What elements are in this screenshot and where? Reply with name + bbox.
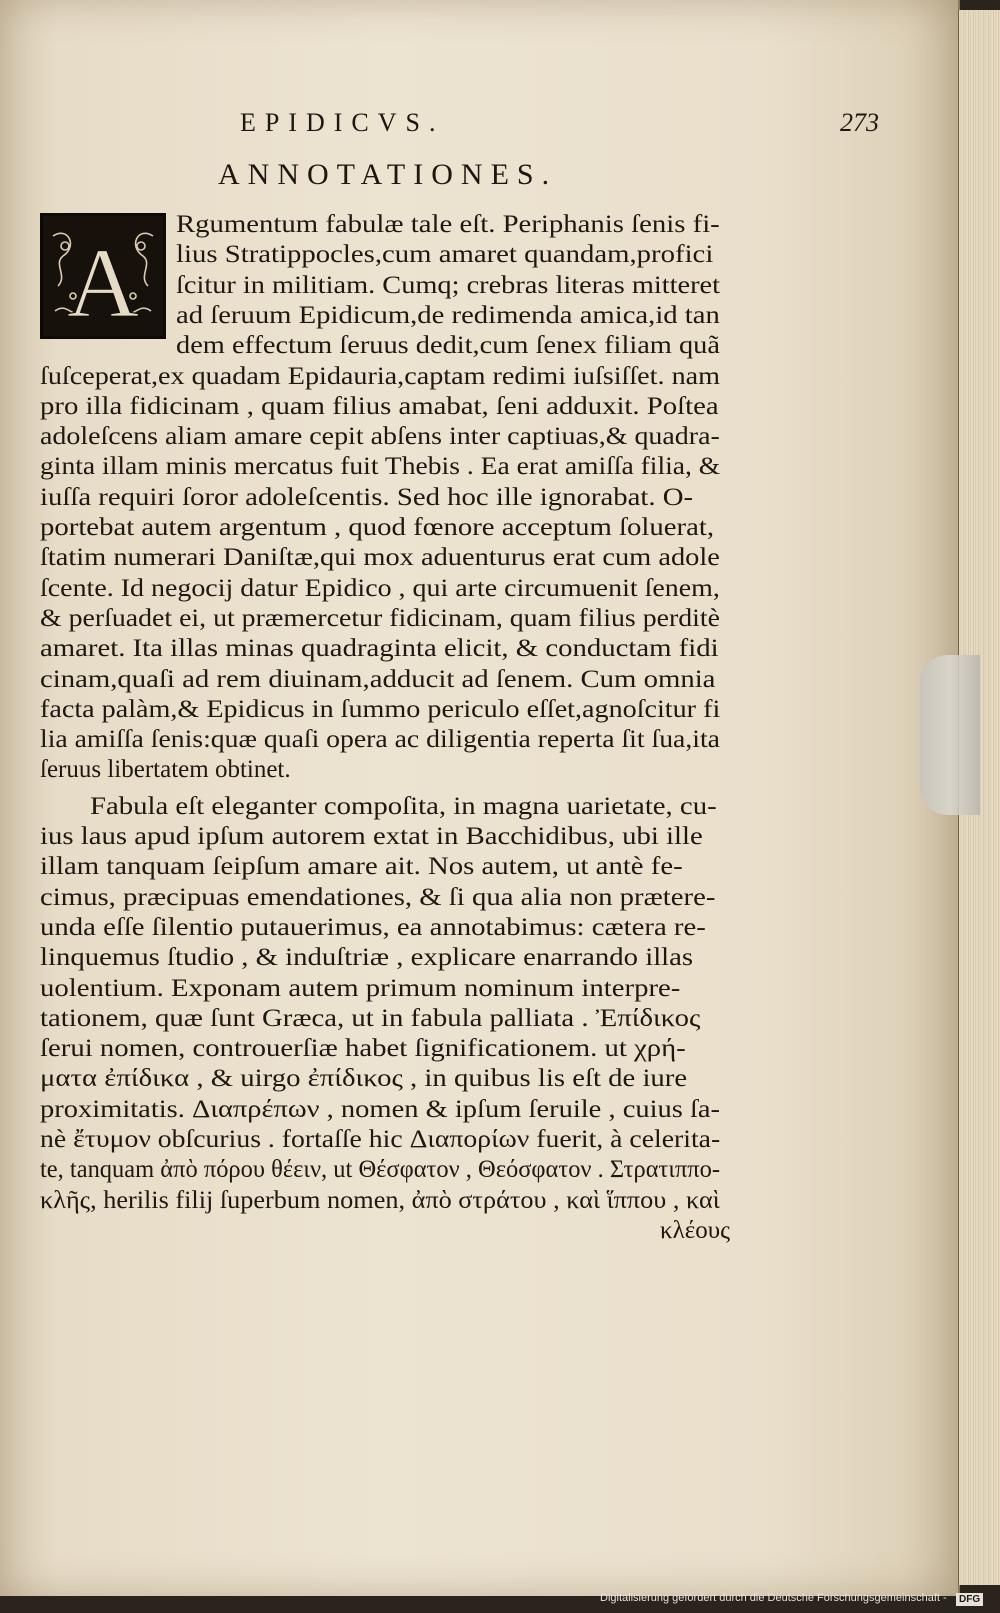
- text-line: cinam,quaſi ad rem diuinam,adducit ad ſenem. Cum omnia: [40, 665, 716, 693]
- svg-text:A: A: [66, 227, 140, 336]
- text-line: unda eſſe ſilentio putauerimus, ea annotabimus: cætera re-: [40, 913, 706, 941]
- text-line: proximitatis. Διαπρέπων , nomen & ipſum ſeruile , cuius ſa-: [40, 1095, 721, 1123]
- ornamental-initial-icon: [43, 216, 163, 336]
- text-line: dem effectum ſeruus dedit,cum ſenex filiam quã: [176, 332, 720, 360]
- text-line: te, tanquam ἀπὸ πόρου θέειν, ut Θέσφατον , Θεόσφατον . Στρατιππο-: [40, 1156, 721, 1184]
- text-line: Fabula eſt eleganter compoſita, in magna uarietate, cu-: [90, 792, 717, 820]
- book-clip: [920, 655, 980, 815]
- digitization-credit: Digitalisierung gefördert durch die Deutsche Forschungsgemeinschaft -: [600, 1592, 947, 1604]
- text-line: nè ἔτυμον obſcurius . fortaſſe hic Διαπορίων fuerit, à celerita-: [40, 1126, 721, 1153]
- text-line: tationem, quæ ſunt Græca, ut in fabula palliata . Ἐπίδικος: [40, 1004, 701, 1032]
- text-line: ad ſeruum Epidicum,de redimenda amica,id tan: [176, 301, 720, 329]
- text-line: ſeruus libertatem obtinet.: [40, 756, 291, 784]
- text-line: adoleſcens aliam amare cepit abſens inter captiuas,& quadra-: [40, 423, 720, 451]
- text-line: amaret. Ita illas minas quadraginta elicit, & conductam fidi: [40, 635, 719, 663]
- text-line: lia amiſſa ſenis:quæ quaſi opera ac diligentia reperta ſit ſua,ita: [40, 726, 720, 754]
- text-line: illam tanquam ſeipſum amare ait. Nos autem, ut antè fe-: [40, 853, 683, 881]
- running-head: EPIDICVS.: [240, 108, 445, 137]
- dfg-logo: DFG: [956, 1593, 983, 1606]
- text-line: portebat autem argentum , quod fœnore acceptum ſoluerat,: [40, 514, 715, 541]
- text-line: ius laus apud ipſum autorem extat in Bacchidibus, ubi ille: [40, 823, 703, 850]
- text-line: κλῆς, herilis filij ſuperbum nomen, ἀπὸ στράτου , καὶ ἵππου , καὶ: [40, 1186, 720, 1214]
- text-line: iuſſa requiri ſoror adoleſcentis. Sed hoc ille ignorabat. O-: [40, 483, 694, 511]
- text-line: facta palàm,& Epidicus in ſummo periculo eſſet,agnoſcitur fi: [40, 695, 721, 723]
- text-line: cimus, præcipuas emendationes, & ſi qua alia non prætere-: [40, 883, 716, 911]
- text-line: lius Stratippocles,cum amaret quandam,profici: [176, 241, 714, 269]
- text-line: ſcente. Id negocij datur Epidico , qui arte circumuenit ſenem,: [40, 574, 720, 602]
- text-line: Rgumentum fabulæ tale eſt. Periphanis ſenis fi-: [176, 211, 720, 238]
- text-line: ſcitur in militiam. Cumq; crebras literas mitteret: [176, 271, 721, 299]
- text-line: ſtatim numerari Daniſtæ,qui mox aduenturus erat cum adole: [40, 544, 720, 572]
- text-line: pro illa fidicinam , quam filius amabat, ſeni adduxit. Poſtea: [40, 392, 719, 420]
- decorated-initial-a: [40, 213, 166, 339]
- page-number: 273: [840, 108, 879, 137]
- text-line: & perſuadet ei, ut præmercetur fidicinam, quam filius perditè: [40, 604, 720, 632]
- text-line: ſuſceperat,ex quadam Epidauria,captam redimi iuſsiſſet. nam: [40, 362, 721, 390]
- text-line: uolentium. Exponam autem primum nominum interpre-: [40, 974, 681, 1002]
- text-line: ματα ἐπίδικα , & uirgo ἐπίδικος , in quibus lis eſt de iure: [40, 1065, 688, 1093]
- text-line: ginta illam minis mercatus fuit Thebis . Ea erat amiſſa filia, &: [40, 453, 721, 481]
- text-line: linquemus ſtudio , & induſtriæ , explicare enarrando illas: [40, 944, 694, 972]
- text-line: ſerui nomen, controuerſiæ habet ſignificationem. ut χρή-: [40, 1035, 686, 1063]
- text-line: κλέους: [660, 1216, 730, 1244]
- section-title: ANNOTATIONES.: [218, 158, 558, 191]
